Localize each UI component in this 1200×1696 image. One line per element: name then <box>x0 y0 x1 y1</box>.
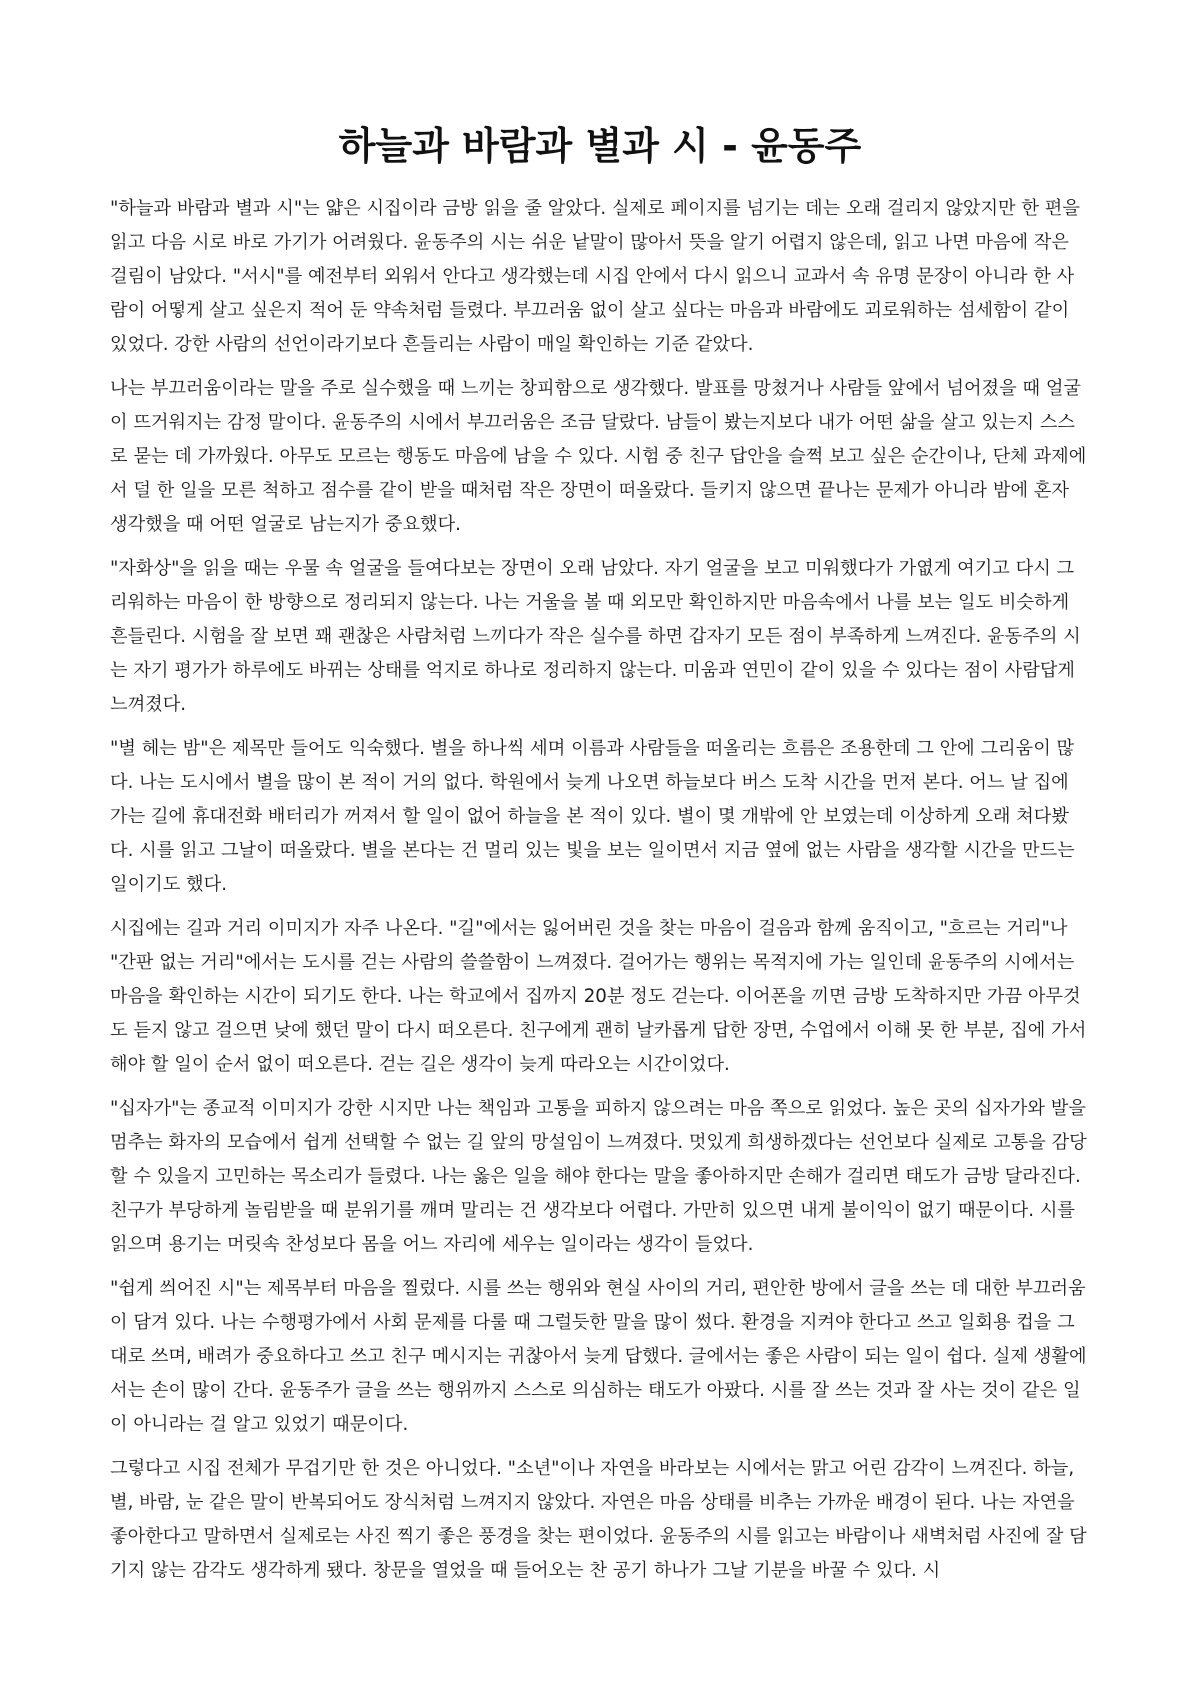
paragraph: "하늘과 바람과 별과 시"는 얇은 시집이라 금방 읽을 줄 알았다. 실제로 페이지를 넘기는 데는 오래 걸리지 않았지만 한 편을 읽고 다음 시로 바로 가기가 어려웠다. 윤동주의 시는 쉬운 낱말이 많아서 뜻을 알기 어렵지 않은데, 읽고 나면 마음에 작은 걸림이 남았다. "서시"를 예전부터 외워서 안다고 생각했는데 시집 안에서 다시 읽으니 교과서 속 유명 문장이 아니라 한 사람이 어떻게 살고 싶은지 적어 둔 약속처럼 들렸다. 부끄러움 없이 살고 싶다는 마음과 바람에도 괴로워하는 섬세함이 같이 있었다. 강한 사람의 선언이라기보다 흔들리는 사람이 매일 확인하는 기준 같았다. <box>110 198 1080 355</box>
paragraph: "쉽게 씌어진 시"는 제목부터 마음을 찔렀다. 시를 쓰는 행위와 현실 사이의 거리, 편안한 방에서 글을 쓰는 데 대한 부끄러움이 담겨 있다. 나는 수행평가에서 사회 문제를 다룰 때 그럴듯한 말을 많이 썼다. 환경을 지켜야 한다고 쓰고 일회용 컵을 그대로 쓰며, 배려가 중요하다고 쓰고 친구 메시지는 귀찮아서 늦게 답했다. 글에서는 좋은 사람이 되는 일이 쉽다. 실제 생활에서는 손이 많이 간다. 윤동주가 글을 쓰는 행위까지 스스로 의심하는 태도가 아팠다. 시를 잘 쓰는 것과 잘 사는 것이 같은 일이 아니라는 걸 알고 있었기 때문이다. <box>110 1278 1087 1435</box>
paragraph: 시집에는 길과 거리 이미지가 자주 나온다. "길"에서는 잃어버린 것을 찾는 마음이 걸음과 함께 움직이고, "흐르는 거리"나 "간판 없는 거리"에서는 도시를 걷는 사람의 쓸쓸함이 느껴졌다. 걸어가는 행위는 목적지에 가는 일인데 윤동주의 시에서는 마음을 확인하는 시간이 되기도 한다. 나는 학교에서 집까지 20분 정도 걷는다. 이어폰을 끼면 금방 도착하지만 가끔 아무것도 듣지 않고 걸으면 낮에 했던 말이 다시 떠오른다. 친구에게 괜히 날카롭게 답한 장면, 수업에서 이해 못 한 부분, 집에 가서 해야 할 일이 순서 없이 떠오른다. 걷는 길은 생각이 늦게 따라오는 시간이었다. <box>110 918 1087 1075</box>
paragraph: "별 헤는 밤"은 제목만 들어도 익숙했다. 별을 하나씩 세며 이름과 사람들을 떠올리는 흐름은 조용한데 그 안에 그리움이 많다. 나는 도시에서 별을 많이 본 적이 거의 없다. 학원에서 늦게 나오면 하늘보다 버스 도착 시간을 먼저 본다. 어느 날 집에 가는 길에 휴대전화 배터리가 꺼져서 할 일이 없어 하늘을 본 적이 있다. 별이 몇 개밖에 안 보였는데 이상하게 오래 쳐다봤다. 시를 읽고 그날이 떠올랐다. 별을 본다는 건 멀리 있는 빛을 보는 일이면서 지금 옆에 없는 사람을 생각할 시간을 만드는 일이기도 했다. <box>110 738 1075 895</box>
paragraph: "십자가"는 종교적 이미지가 강한 시지만 나는 책임과 고통을 피하지 않으려는 마음 쪽으로 읽었다. 높은 곳의 십자가와 발을 멈추는 화자의 모습에서 쉽게 선택할 수 없는 길 앞의 망설임이 느껴졌다. 멋있게 희생하겠다는 선언보다 실제로 고통을 감당할 수 있을지 고민하는 목소리가 들렸다. 나는 옳은 일을 해야 한다는 말을 좋아하지만 손해가 걸리면 태도가 금방 달라진다. 친구가 부당하게 놀림받을 때 분위기를 깨며 말리는 건 생각보다 어렵다. 가만히 있으면 내게 불이익이 없기 때문이다. 시를 읽으며 용기는 머릿속 찬성보다 몸을 어느 자리에 세우는 일이라는 생각이 들었다. <box>110 1098 1087 1255</box>
page-title: 하늘과 바람과 별과 시 - 윤동주 <box>338 124 862 168</box>
paragraph: "자화상"을 읽을 때는 우물 속 얼굴을 들여다보는 장면이 오래 남았다. 자기 얼굴을 보고 미워했다가 가엾게 여기고 다시 그리워하는 마음이 한 방향으로 정리되지 않는다. 나는 거울을 볼 때 외모만 확인하지만 마음속에서 나를 보는 일도 비슷하게 흔들린다. 시험을 잘 보면 꽤 괜찮은 사람처럼 느끼다가 작은 실수를 하면 갑자기 모든 점이 부족하게 느껴진다. 윤동주의 시는 자기 평가가 하루에도 바뀌는 상태를 억지로 하나로 정리하지 않는다. 미움과 연민이 같이 있을 수 있다는 점이 사람답게 느껴졌다. <box>110 558 1081 715</box>
paragraph: 나는 부끄러움이라는 말을 주로 실수했을 때 느끼는 창피함으로 생각했다. 발표를 망쳤거나 사람들 앞에서 넘어졌을 때 얼굴이 뜨거워지는 감정 말이다. 윤동주의 시에서 부끄러움은 조금 달랐다. 남들이 봤는지보다 내가 어떤 삶을 살고 있는지 스스로 묻는 데 가까웠다. 아무도 모르는 행동도 마음에 남을 수 있다. 시험 중 친구 답안을 슬쩍 보고 싶은 순간이나, 단체 과제에서 덜 한 일을 모른 척하고 점수를 같이 받을 때처럼 작은 장면이 떠올랐다. 들키지 않으면 끝나는 문제가 아니라 밤에 혼자 생각했을 때 어떤 얼굴로 남는지가 중요했다. <box>110 378 1087 535</box>
paragraph: 그렇다고 시집 전체가 무겁기만 한 것은 아니었다. "소년"이나 자연을 바라보는 시에서는 맑고 어린 감각이 느껴진다. 하늘, 별, 바람, 눈 같은 말이 반복되어도 장식처럼 느껴지지 않았다. 자연은 마음 상태를 비추는 가까운 배경이 된다. 나는 자연을 좋아한다고 말하면서 실제로는 사진 찍기 좋은 풍경을 찾는 편이었다. 윤동주의 시를 읽고는 바람이나 새벽처럼 사진에 잘 담기지 않는 감각도 생각하게 됐다. 창문을 열었을 때 들어오는 찬 공기 하나가 그날 기분을 바꿀 수 있다. 시 <box>110 1458 1087 1581</box>
